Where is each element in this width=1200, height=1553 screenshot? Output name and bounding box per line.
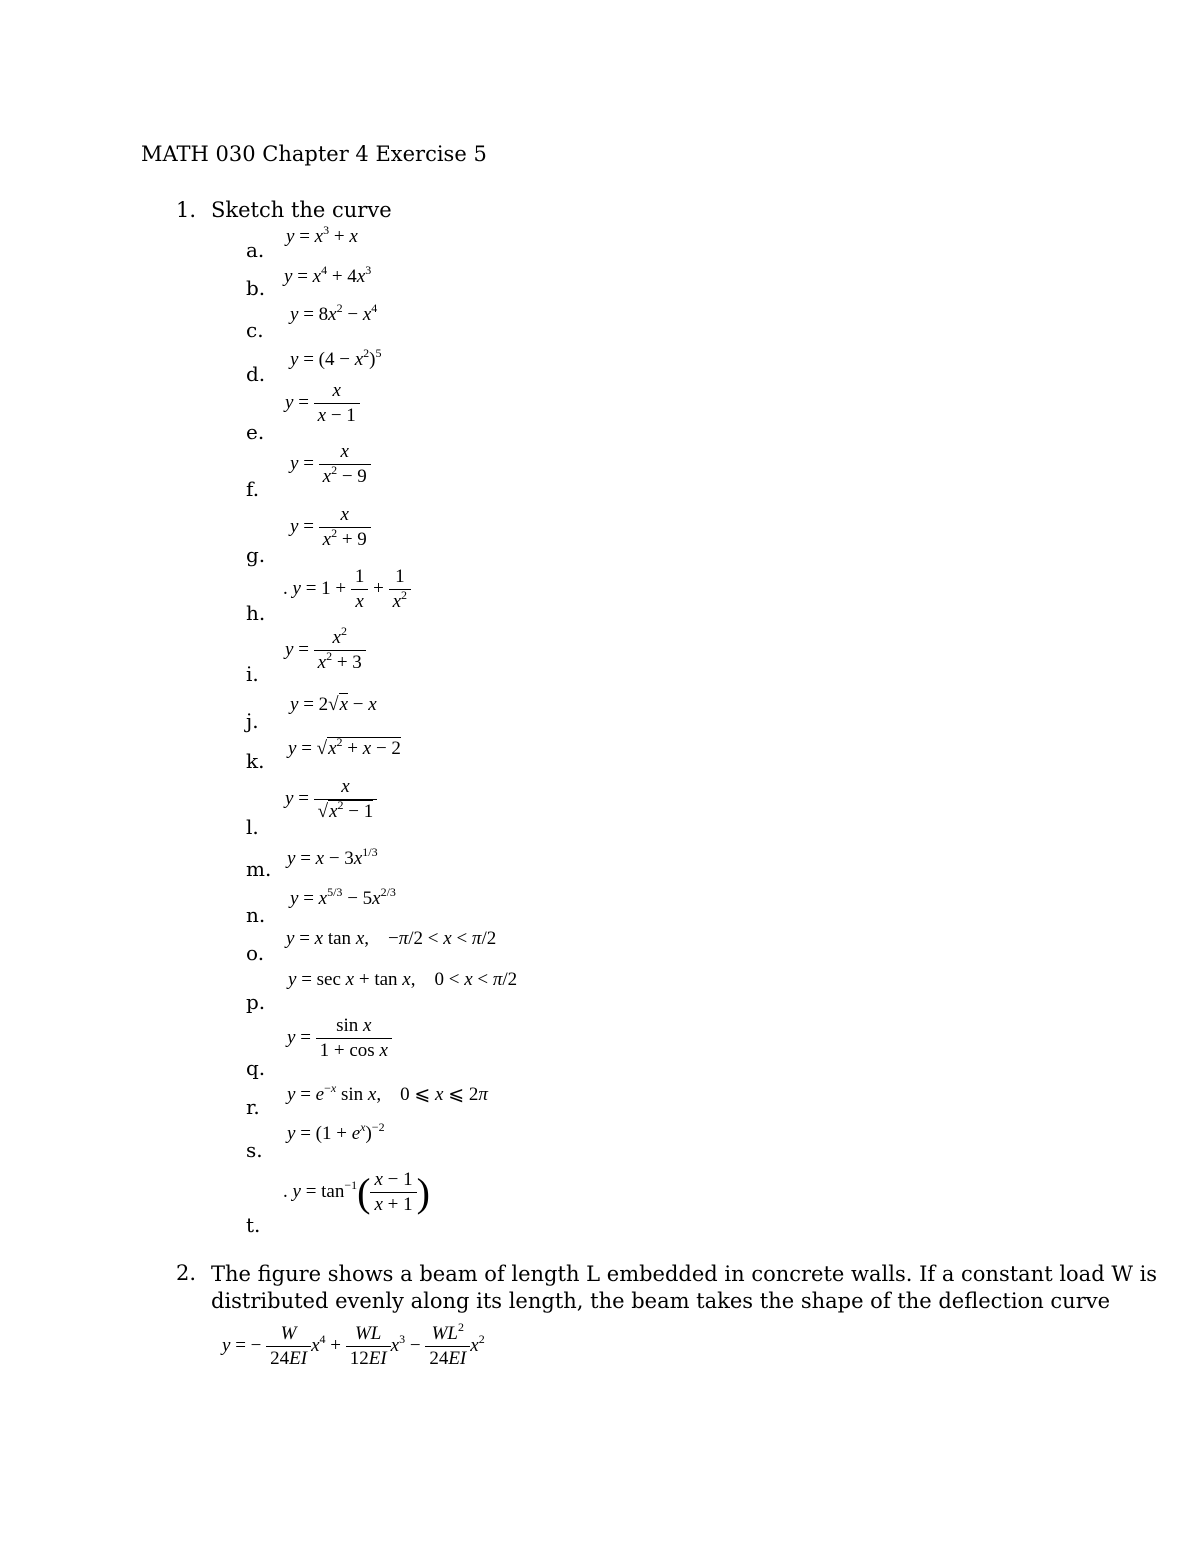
item-label-t: t. (246, 1213, 261, 1237)
question-2-line-2: distributed evenly along its length, the beam takes the shape of the deflection curve (211, 1289, 1111, 1313)
item-label-m: m. (246, 857, 272, 881)
item-label-s: s. (246, 1138, 263, 1162)
equation-q: y = $\frac{\text{sin x}}{\text{1 + cos x}}$ (287, 1014, 392, 1063)
page-title: MATH 030 Chapter 4 Exercise 5 (141, 142, 487, 166)
item-label-c: c. (246, 318, 264, 342)
question-1-number: 1. (176, 198, 197, 222)
item-label-k: k. (246, 749, 265, 773)
item-label-n: n. (246, 903, 266, 927)
equation-j: y = 2√x − x (290, 694, 377, 715)
equation-p: y = sec x + tan x, 0 < x < π/2 (288, 969, 518, 990)
question-2-line-1: The figure shows a beam of length L embedded in concrete walls. If a constant load W is (211, 1262, 1158, 1286)
equation-l: y = $\frac{x}{√x^2 - 1}$ (285, 775, 377, 824)
item-label-q: q. (246, 1056, 266, 1080)
equation-c: $y = 8x^2 - x^4$ (290, 301, 378, 325)
item-label-d: d. (246, 362, 266, 386)
equation-i: y = $\frac{x^2}{x^2 + 3}$ (285, 626, 366, 675)
equation-t: . $y = \tan^{-1}$( $\frac{x - 1}{x + 1}$ ) (283, 1169, 430, 1215)
item-label-j: j. (246, 709, 259, 733)
equation-k: $y = √x^2 + x - 2$ (288, 735, 401, 759)
equation-r: $y = e^{-x}$ sin x, 0 ⩽ x ⩽ 2π (287, 1081, 488, 1105)
equation-m: $y = x - 3x^{1/3}$ (287, 845, 378, 869)
item-label-a: a. (246, 238, 265, 262)
equation-b: $y = x^4 + 4x^3$ (284, 263, 372, 287)
item-label-p: p. (246, 990, 266, 1014)
equation-e: y = $\frac{x}{x - 1}$ (285, 379, 360, 428)
question-1-text: Sketch the curve (211, 198, 392, 222)
equation-h: . y = 1 + $\frac{1}{x}$ + $\frac{1}{x^2}$ (283, 565, 411, 614)
item-label-e: e. (246, 420, 265, 444)
item-label-f: f. (246, 477, 260, 501)
equation-f: y = $\frac{x}{x^2 - 9}$ (290, 440, 371, 489)
equation-s: $y = (1 + e^x)^{-2}$ (287, 1120, 385, 1144)
equation-g: y = $\frac{x}{x^2 + 9}$ (290, 503, 371, 552)
item-label-i: i. (246, 662, 259, 686)
equation-d: $y = (4 - x^2)^5$ (290, 346, 382, 370)
equation-o: y = x tan x, −π/2 < x < π/2 (286, 928, 497, 949)
item-label-b: b. (246, 276, 266, 300)
item-label-o: o. (246, 941, 265, 965)
item-label-r: r. (246, 1095, 260, 1119)
equation-a: $y = x^3 + x$ (286, 223, 358, 247)
item-label-l: l. (246, 815, 259, 839)
question-2-number: 2. (176, 1261, 197, 1285)
item-label-g: g. (246, 543, 266, 567)
equation-deflection-curve: y = − $\frac{W}{24EI}$ $x^4$ + $\frac{WL}{12EI}$ $x^3$ − $\frac{WL^2}{24EI}$ $x^2$ (222, 1320, 485, 1369)
item-label-h: h. (246, 601, 266, 625)
equation-n: $y = x^{5/3} - 5x^{2/3}$ (290, 885, 396, 909)
